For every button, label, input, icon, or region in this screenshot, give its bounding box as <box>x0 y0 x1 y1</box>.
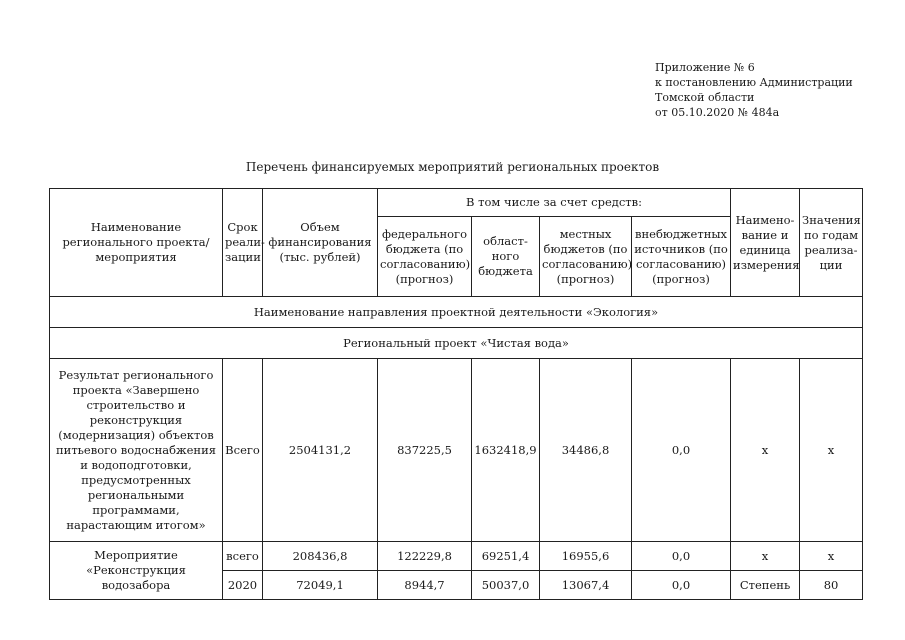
measure-offbudget: 0,0 <box>632 542 731 571</box>
measure-regional: 69251,4 <box>472 542 540 571</box>
appendix-block <box>655 60 853 120</box>
measure-name: Мероприятие «Реконструкция водозабора <box>50 542 223 600</box>
measure-values: х <box>800 542 863 571</box>
result-offbudget: 0,0 <box>632 359 731 542</box>
header-regional: област-ного бюджета <box>472 217 540 297</box>
appendix-line: Приложение № 6 <box>655 61 755 74</box>
header-name: Наименование регионального проекта/ мероприятия <box>50 189 223 297</box>
appendix-line: к постановлению Администрации <box>655 76 853 89</box>
measure-local: 16955,6 <box>540 542 632 571</box>
result-term: Всего <box>223 359 263 542</box>
measure-volume: 208436,8 <box>263 542 378 571</box>
appendix-line: Томской области <box>655 91 755 104</box>
table-row <box>50 359 863 542</box>
result-regional: 1632418,9 <box>472 359 540 542</box>
measure-offbudget: 0,0 <box>632 571 731 600</box>
header-volume: Объем финансирования (тыс. рублей) <box>263 189 378 297</box>
appendix-line: от 05.10.2020 № 484а <box>655 106 780 119</box>
header-values: Значения по годам реализа-ции <box>800 189 863 297</box>
measure-unit: Степень <box>731 571 800 600</box>
measure-term: 2020 <box>223 571 263 600</box>
financing-table <box>49 188 863 600</box>
section-project: Региональный проект «Чистая вода» <box>50 328 863 359</box>
result-values: х <box>800 359 863 542</box>
result-federal: 837225,5 <box>378 359 472 542</box>
result-name: Результат регионального проекта «Завершено строительство и реконструкция (модернизация) объектов питьевого водоснабжения и водоподготовки, предусмотренных региональными программами, нарастающим итогом» <box>50 359 223 542</box>
result-volume: 2504131,2 <box>263 359 378 542</box>
result-unit: х <box>731 359 800 542</box>
measure-volume: 72049,1 <box>263 571 378 600</box>
measure-unit: х <box>731 542 800 571</box>
header-term: Срок реали-зации <box>223 189 263 297</box>
measure-federal: 122229,8 <box>378 542 472 571</box>
header-federal: федерального бюджета (по согласованию) (прогноз) <box>378 217 472 297</box>
measure-local: 13067,4 <box>540 571 632 600</box>
header-group: В том числе за счет средств: <box>378 189 731 217</box>
measure-federal: 8944,7 <box>378 571 472 600</box>
measure-term: всего <box>223 542 263 571</box>
header-local: местных бюджетов (по согласованию) (прогноз) <box>540 217 632 297</box>
header-offbudget: внебюджетных источников (по согласованию) (прогноз) <box>632 217 731 297</box>
measure-regional: 50037,0 <box>472 571 540 600</box>
header-unit: Наимено-вание и единица измерения <box>731 189 800 297</box>
section-direction: Наименование направления проектной деятельности «Экология» <box>50 297 863 328</box>
result-local: 34486,8 <box>540 359 632 542</box>
document-title: Перечень финансируемых мероприятий региональных проектов <box>245 160 660 174</box>
measure-values: 80 <box>800 571 863 600</box>
table-row <box>50 542 863 571</box>
